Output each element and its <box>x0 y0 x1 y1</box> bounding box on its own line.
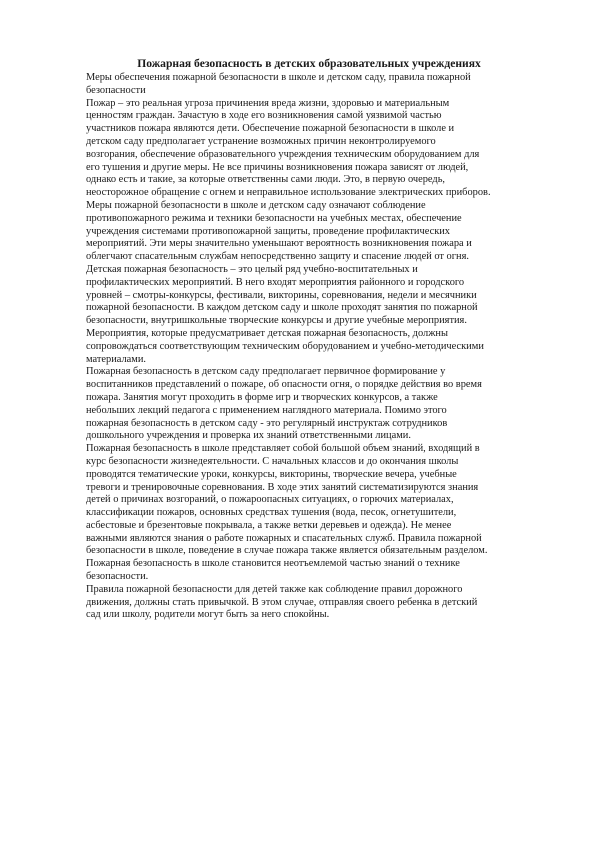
paragraph-line: уровней – смотры-конкурсы, фестивали, викторины, соревнования, недели и месячники <box>86 289 477 301</box>
paragraph <box>86 366 532 443</box>
paragraph-line: учреждения системами противопожарной защиты, проведение профилактических <box>86 225 450 237</box>
document-title: Пожарная безопасность в детских образовательных учреждениях <box>137 57 481 70</box>
paragraph-line: проводятся тематические уроки, конкурсы, викторины, творческие вечера, учебные <box>86 468 457 480</box>
paragraph-line: асбестовые и брезентовые покрывала, а также ветки деревьев и одежда). Не менее <box>86 519 452 531</box>
paragraph-line: движения, должны стать привычкой. В этом случае, отправляя своего ребенка в детский <box>86 596 478 608</box>
document-body <box>86 72 532 622</box>
paragraph <box>86 98 532 200</box>
paragraph <box>86 328 532 366</box>
paragraph-line: Меры обеспечения пожарной безопасности в школе и детском саду, правила пожарной <box>86 72 471 83</box>
paragraph-line: безопасности <box>86 84 146 96</box>
paragraph-line: важными являются знания о работе пожарных и спасательных служб. Правила пожарной <box>86 532 482 544</box>
paragraph-line: противопожарного режима и техники безопасности на учебных местах, обеспечение <box>86 212 462 224</box>
paragraph-line: воспитанников представлений о пожаре, об опасности огня, о порядке действия во время <box>86 379 482 391</box>
paragraph-line: пожара. Занятия могут проходить в форме игр и творческих конкурсов, а также <box>86 391 438 403</box>
paragraph-line: Мероприятия, которые предусматривает детская пожарная безопасность, должны <box>86 327 448 339</box>
paragraph-line: его тушения и другие меры. Не все причины возникновения пожара зависят от людей, <box>86 161 469 173</box>
paragraph-line: Меры пожарной безопасности в школе и детском саду означают соблюдение <box>86 199 426 211</box>
paragraph-line: Пожарная безопасность в школе становится неотъемлемой частью знаний о технике <box>86 558 460 570</box>
paragraph-line: материалами. <box>86 353 146 365</box>
paragraph <box>86 72 532 98</box>
paragraph <box>86 264 532 328</box>
paragraph <box>86 200 532 264</box>
paragraph-line: пожарной безопасности. В каждом детском саду и школе проходят занятия по пожарной <box>86 302 478 314</box>
paragraph-line: тревоги и тренировочные соревнования. В ходе этих занятий систематизируются знания <box>86 481 479 493</box>
paragraph-line: Пожарная безопасность в детском саду предполагает первичное формирование у <box>86 366 446 378</box>
paragraph-line: сопровождаться соответствующим техническим оборудованием и учебно-методическими <box>86 340 484 352</box>
paragraph <box>86 558 532 584</box>
paragraph-line: Пожар – это реальная угроза причинения вреда жизни, здоровью и материальным <box>86 97 450 109</box>
paragraph-line: возгорания, обеспечение образовательного учреждения техническим оборудованием для <box>86 148 480 160</box>
paragraph-line: детском саду предполагает устранение возможных причин неконтролируемого <box>86 135 436 147</box>
paragraph-line: участников пожара являются дети. Обеспечение пожарной безопасности в школе и <box>86 123 455 135</box>
paragraph <box>86 584 532 622</box>
paragraph-line: безопасности. <box>86 571 149 583</box>
paragraph-line: курс безопасности жизнедеятельности. С начальных классов и до окончания школы <box>86 455 459 467</box>
paragraph-line: небольших лекций педагога с применением наглядного материала. Помимо этого <box>86 404 447 416</box>
paragraph-line: неосторожное обращение с огнем и неправильное использование электрических приборов. <box>86 187 491 199</box>
paragraph-line: профилактических мероприятий. В него входят мероприятия районного и городского <box>86 276 465 288</box>
paragraph-line: мероприятий. Эти меры значительно уменьшают вероятность возникновения пожара и <box>86 238 472 250</box>
paragraph-line: Детская пожарная безопасность – это целый ряд учебно-воспитательных и <box>86 263 418 275</box>
paragraph-line: безопасности в школе, поведение в случае пожара также является обязательным разделом. <box>86 545 488 557</box>
paragraph-line: сад или школу, родители могут быть за него спокойны. <box>86 609 330 621</box>
paragraph-line: детей о причинах возгораний, о пожароопасных ситуациях, о горючих материалах, <box>86 494 454 506</box>
paragraph-line: классификации пожаров, основных средствах тушения (вода, песок, огнетушители, <box>86 507 457 519</box>
paragraph-line: Пожарная безопасность в школе представляет собой большой объем знаний, входящий в <box>86 443 480 455</box>
paragraph-line: облегчают спасательным службам непосредственно защиту и спасение людей от огня. <box>86 251 469 263</box>
paragraph-line: ценностям граждан. Зачастую в ходе его возникновения самой уязвимой частью <box>86 110 442 122</box>
paragraph <box>86 443 532 558</box>
paragraph-line: безопасности, внутришкольные творческие конкурсы и другие учебные мероприятия. <box>86 315 467 327</box>
paragraph-line: Правила пожарной безопасности для детей также как соблюдение правил дорожного <box>86 583 463 595</box>
paragraph-line: пожарная безопасность в детском саду - это регулярный инструктаж сотрудников <box>86 417 448 429</box>
paragraph-line: дошкольного учреждения и проверка их знаний ответственными лицами. <box>86 430 411 442</box>
document-page <box>86 56 532 622</box>
paragraph-line: однако есть и такие, за которые ответственны сами люди. Это, в первую очередь, <box>86 174 446 186</box>
